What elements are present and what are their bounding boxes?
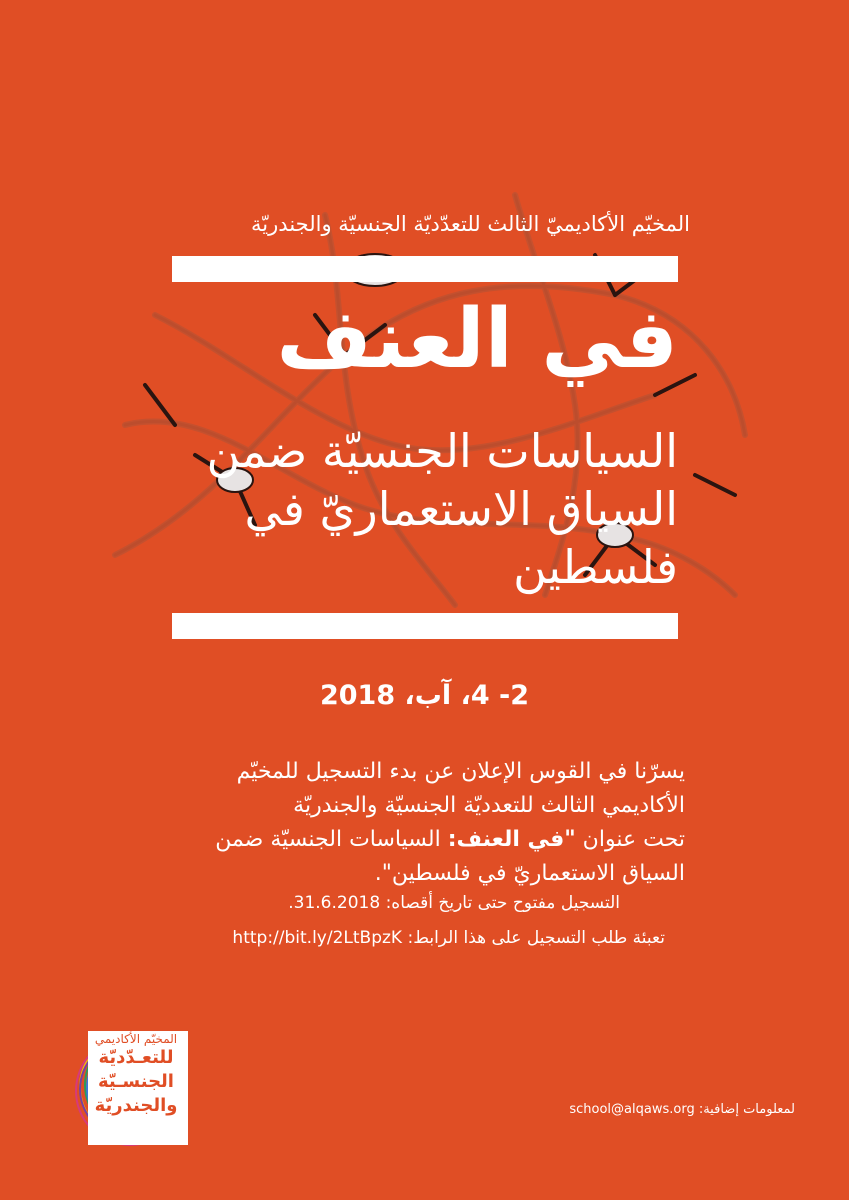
headline: في العنف (276, 292, 678, 387)
registration-link[interactable]: http://bit.ly/2LtBpzK (232, 928, 403, 948)
logo-small-text: المخيّم الأكاديمي (94, 1032, 178, 1046)
announcement-rest: السياسات الجنسيّة ضمن (215, 827, 448, 852)
logo-line: والجندريّة (94, 1095, 178, 1116)
logo-line: الجنسـيّة (98, 1071, 174, 1092)
contact-label: لمعلومات إضافية: (694, 1102, 795, 1117)
contact-email[interactable]: school@alqaws.org (569, 1102, 695, 1117)
event-date: 2- 4، آب، 2018 (319, 680, 530, 711)
logo-line: للتعـدّديّة (98, 1047, 174, 1068)
registration-deadline: التسجيل مفتوح حتى تاريخ أقصاه: 31.6.2018. (288, 893, 620, 913)
theme-line: السياسات الجنسيّة ضمن (206, 424, 678, 478)
top-bar (172, 256, 678, 282)
announcement-line: السياق الاستعماريّ في فلسطين". (374, 861, 685, 886)
announcement-prefix: تحت عنوان (575, 827, 685, 852)
contact-info (480, 1102, 795, 1117)
announcement-title-strong: "في العنف: (447, 827, 576, 852)
announcement-line (165, 823, 685, 857)
event-subtitle: المخيّم الأكاديميّ الثالث للتعدّديّة الجنسيّة والجندريّة (251, 212, 690, 236)
registration-form (150, 928, 665, 948)
announcement-text (165, 755, 685, 891)
theme-block (170, 422, 678, 596)
theme-line: فلسطين (513, 540, 678, 594)
announcement-line: يسرّنا في القوس الإعلان عن بدء التسجيل للمخيّم (236, 759, 685, 784)
theme-line: السياق الاستعماريّ في (244, 482, 678, 536)
registration-label: تعبئة طلب التسجيل على هذا الرابط: (402, 928, 665, 948)
announcement-line: الأكاديمي الثالث للتعدديّة الجنسيّة والجندريّة (293, 793, 685, 818)
bottom-bar (172, 613, 678, 639)
logo (86, 1032, 186, 1118)
